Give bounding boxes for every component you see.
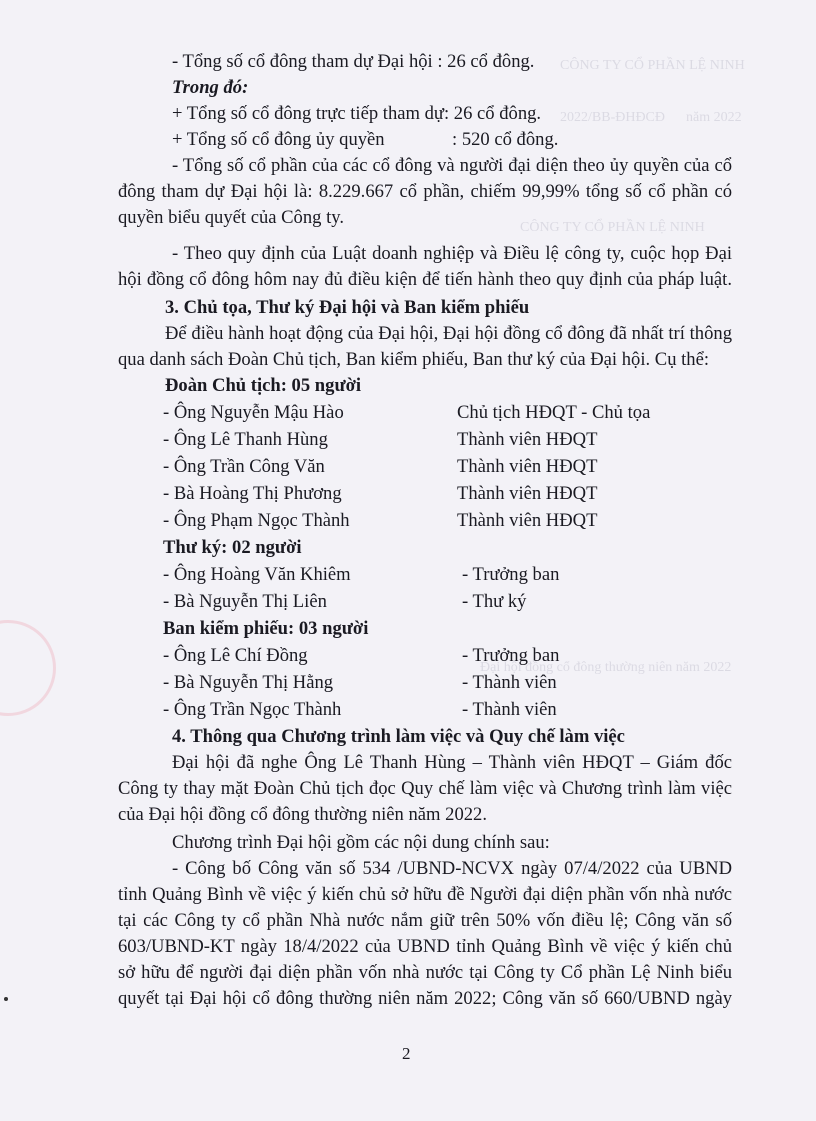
presidium-role: Thành viên HĐQT bbox=[457, 483, 598, 504]
text-line: Đại hội đã nghe Ông Lê Thanh Hùng – Thành viên HĐQT – Giám đốc bbox=[172, 752, 732, 773]
text-line: - Tổng số cổ phần của các cổ đông và người đại diện theo ủy quyền của cổ bbox=[172, 155, 732, 176]
text-line: hội đồng cổ đông hôm nay đủ điều kiện để tiến hành theo quy định của pháp luật. bbox=[118, 269, 732, 290]
counter-role: - Thành viên bbox=[462, 699, 557, 720]
counter-name: - Bà Nguyễn Thị Hằng bbox=[163, 672, 334, 693]
section-heading: 3. Chủ tọa, Thư ký Đại hội và Ban kiểm phiếu bbox=[165, 297, 530, 318]
section-heading: 4. Thông qua Chương trình làm việc và Quy chế làm việc bbox=[172, 726, 625, 747]
text-line: của Đại hội đồng cổ đông thường niên năm 2022. bbox=[118, 804, 487, 825]
text-line: đông tham dự Đại hội là: 8.229.667 cổ phần, chiếm 99,99% tổng số cổ phần có bbox=[118, 181, 732, 202]
bleedthrough-text: CÔNG TY CỔ PHẦN LỆ NINH bbox=[520, 220, 705, 235]
presidium-name: - Ông Lê Thanh Hùng bbox=[163, 429, 328, 450]
scan-speck bbox=[4, 997, 8, 1001]
text-line: Chương trình Đại hội gồm các nội dung chính sau: bbox=[172, 832, 550, 853]
text-line: tỉnh Quảng Bình về việc ý kiến chủ sở hữu đề Người đại diện phần vốn nhà nước bbox=[118, 884, 732, 905]
bleedthrough-text: CÔNG TY CỔ PHẦN LỆ NINH bbox=[560, 58, 745, 73]
subheading: Trong đó: bbox=[172, 77, 249, 98]
counter-role: - Thành viên bbox=[462, 672, 557, 693]
secretary-role: - Thư ký bbox=[462, 591, 527, 612]
counter-name: - Ông Lê Chí Đồng bbox=[163, 645, 308, 666]
page-number: 2 bbox=[402, 1044, 411, 1063]
text-line: - Công bố Công văn số 534 /UBND-NCVX ngày 07/4/2022 của UBND bbox=[172, 858, 732, 879]
text-line: tại các Công ty cổ phần Nhà nước nắm giữ trên 50% vốn điều lệ; Công văn số bbox=[118, 910, 732, 931]
presidium-role: Thành viên HĐQT bbox=[457, 510, 598, 531]
text-line: - Theo quy định của Luật doanh nghiệp và Điều lệ công ty, cuộc họp Đại bbox=[172, 243, 732, 264]
text-line: + Tổng số cổ đông trực tiếp tham dự: 26 cổ đông. bbox=[172, 103, 542, 124]
presidium-name: - Ông Trần Công Văn bbox=[163, 456, 325, 477]
text-line: + Tổng số cổ đông ủy quyền bbox=[172, 129, 385, 150]
presidium-role: Thành viên HĐQT bbox=[457, 456, 598, 477]
presidium-role: Chủ tịch HĐQT - Chủ tọa bbox=[457, 402, 651, 423]
secretary-name: - Bà Nguyễn Thị Liên bbox=[163, 591, 327, 612]
presidium-name: - Ông Nguyễn Mậu Hào bbox=[163, 402, 344, 423]
text-line: quyền biểu quyết của Công ty. bbox=[118, 207, 345, 228]
group-heading: Thư ký: 02 người bbox=[163, 537, 302, 558]
counter-role: - Trưởng ban bbox=[462, 645, 560, 666]
text-line: Công ty thay mặt Đoàn Chủ tịch đọc Quy chế làm việc và Chương trình làm việc bbox=[118, 778, 732, 799]
group-heading: Đoàn Chủ tịch: 05 người bbox=[165, 375, 362, 396]
counter-name: - Ông Trần Ngọc Thành bbox=[163, 699, 342, 720]
secretary-name: - Ông Hoàng Văn Khiêm bbox=[163, 564, 351, 585]
group-heading: Ban kiểm phiếu: 03 người bbox=[163, 618, 369, 639]
presidium-role: Thành viên HĐQT bbox=[457, 429, 598, 450]
text-line: sở hữu để người đại diện phần vốn nhà nước tại Công ty Cổ phần Lệ Ninh biểu bbox=[118, 962, 732, 983]
text-line: : 520 cổ đông. bbox=[452, 129, 559, 150]
seal-bleedthrough bbox=[0, 620, 56, 716]
text-line: quyết tại Đại hội cổ đông thường niên năm 2022; Công văn số 660/UBND ngày bbox=[118, 988, 732, 1009]
text-line: - Tổng số cổ đông tham dự Đại hội : 26 cổ đông. bbox=[172, 51, 535, 72]
text-line: qua danh sách Đoàn Chủ tịch, Ban kiểm phiếu, Ban thư ký của Đại hội. Cụ thể: bbox=[118, 349, 710, 370]
bleedthrough-text: Đại hội đồng cổ đông thường niên năm 2022 bbox=[480, 660, 732, 675]
text-line: 603/UBND-KT ngày 18/4/2022 của UBND tỉnh Quảng Bình về việc ý kiến chủ bbox=[118, 936, 732, 957]
text-line: Để điều hành hoạt động của Đại hội, Đại hội đồng cổ đông đã nhất trí thông bbox=[165, 323, 732, 344]
bleedthrough-text: 2022/BB-ĐHĐCĐ năm 2022 bbox=[560, 110, 742, 125]
secretary-role: - Trưởng ban bbox=[462, 564, 560, 585]
presidium-name: - Bà Hoàng Thị Phương bbox=[163, 483, 342, 504]
presidium-name: - Ông Phạm Ngọc Thành bbox=[163, 510, 350, 531]
